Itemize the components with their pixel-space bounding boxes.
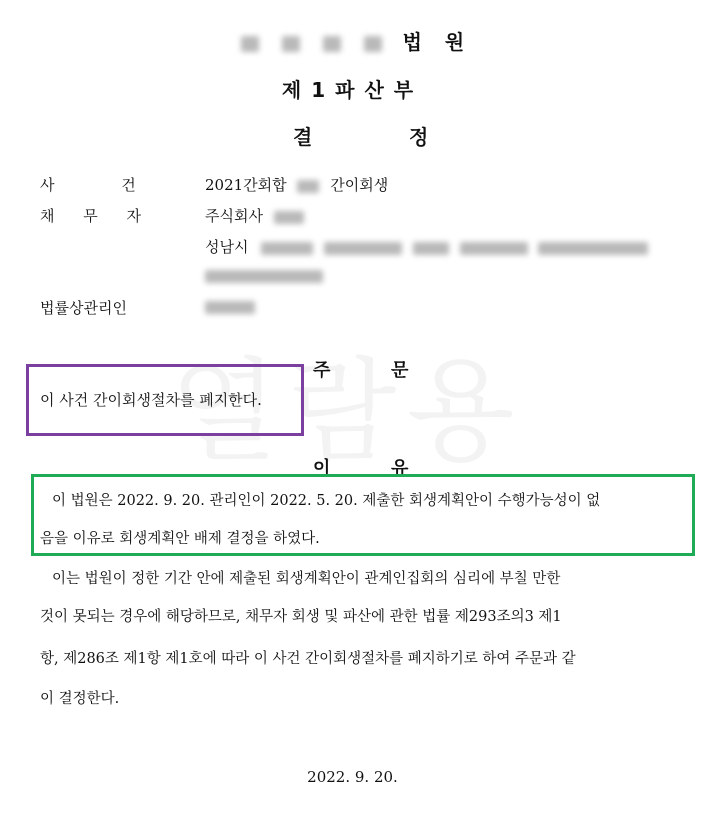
debtor-name <box>205 205 304 226</box>
case-number-suffix: 간이회생 <box>330 176 389 194</box>
reasons-line-1: 이 법원은 2022. 9. 20. 관리인이 2022. 5. 20. 제출한 회생계획안이 수행가능성이 없 <box>52 493 601 509</box>
case-label: 사 건 <box>40 176 136 194</box>
administrator-name <box>205 297 255 315</box>
debtor-address-line2 <box>205 266 323 284</box>
reasons-line-4: 것이 못되는 경우에 해당하므로, 채무자 회생 및 파산에 관한 법률 제293조의3 제1 <box>40 609 562 625</box>
reasons-line-6: 이 결정한다. <box>40 691 120 707</box>
redacted-address-2 <box>324 242 402 255</box>
decision-date: 2022. 9. 20. <box>307 768 398 786</box>
reasons-heading-right: 유 <box>391 458 409 479</box>
reasons-heading-left: 이 <box>313 458 331 479</box>
reasons-line-5: 항, 제286조 제1항 제1호에 따라 이 사건 간이회생절차를 폐지하기로 하여 주문과 같 <box>40 651 576 667</box>
case-number <box>205 174 388 195</box>
case-number-prefix: 2021간회합 <box>205 176 287 194</box>
doc-title-right: 정 <box>409 125 429 149</box>
redacted-address-5 <box>538 242 648 255</box>
redacted-case-number <box>297 180 319 193</box>
order-heading-right: 문 <box>391 360 409 381</box>
redacted-address-3 <box>413 242 449 255</box>
doc-title-left: 결 <box>293 125 313 149</box>
reasons-line-2: 음을 이유로 회생계획안 배제 결정을 하였다. <box>40 531 320 547</box>
court-name-visible: 법 원 <box>402 30 473 54</box>
redacted-address-1 <box>261 242 313 255</box>
debtor-name-prefix: 주식회사 <box>205 207 263 225</box>
court-name <box>0 26 705 55</box>
administrator-label: 법률상관리인 <box>40 299 127 317</box>
redacted-address-4 <box>460 242 528 255</box>
division-title: 제1파산부 <box>281 78 424 102</box>
redacted-court-char-1 <box>241 36 259 52</box>
order-heading-left: 주 <box>313 360 331 381</box>
redacted-court-char-2 <box>282 36 300 52</box>
redacted-court-char-4 <box>364 36 382 52</box>
redacted-administrator-name <box>205 301 255 314</box>
redacted-debtor-name <box>274 211 304 224</box>
debtor-address-prefix: 성남시 <box>205 238 249 256</box>
debtor-label: 채 무 자 <box>40 207 142 225</box>
redacted-address-6 <box>205 270 323 283</box>
redacted-court-char-3 <box>323 36 341 52</box>
debtor-address <box>205 236 648 257</box>
reasons-line-3: 이는 법원이 정한 기간 안에 제출된 회생계획안이 관계인집회의 심리에 부칠 만한 <box>52 571 561 587</box>
order-text: 이 사건 간이회생절차를 폐지한다. <box>40 391 262 409</box>
